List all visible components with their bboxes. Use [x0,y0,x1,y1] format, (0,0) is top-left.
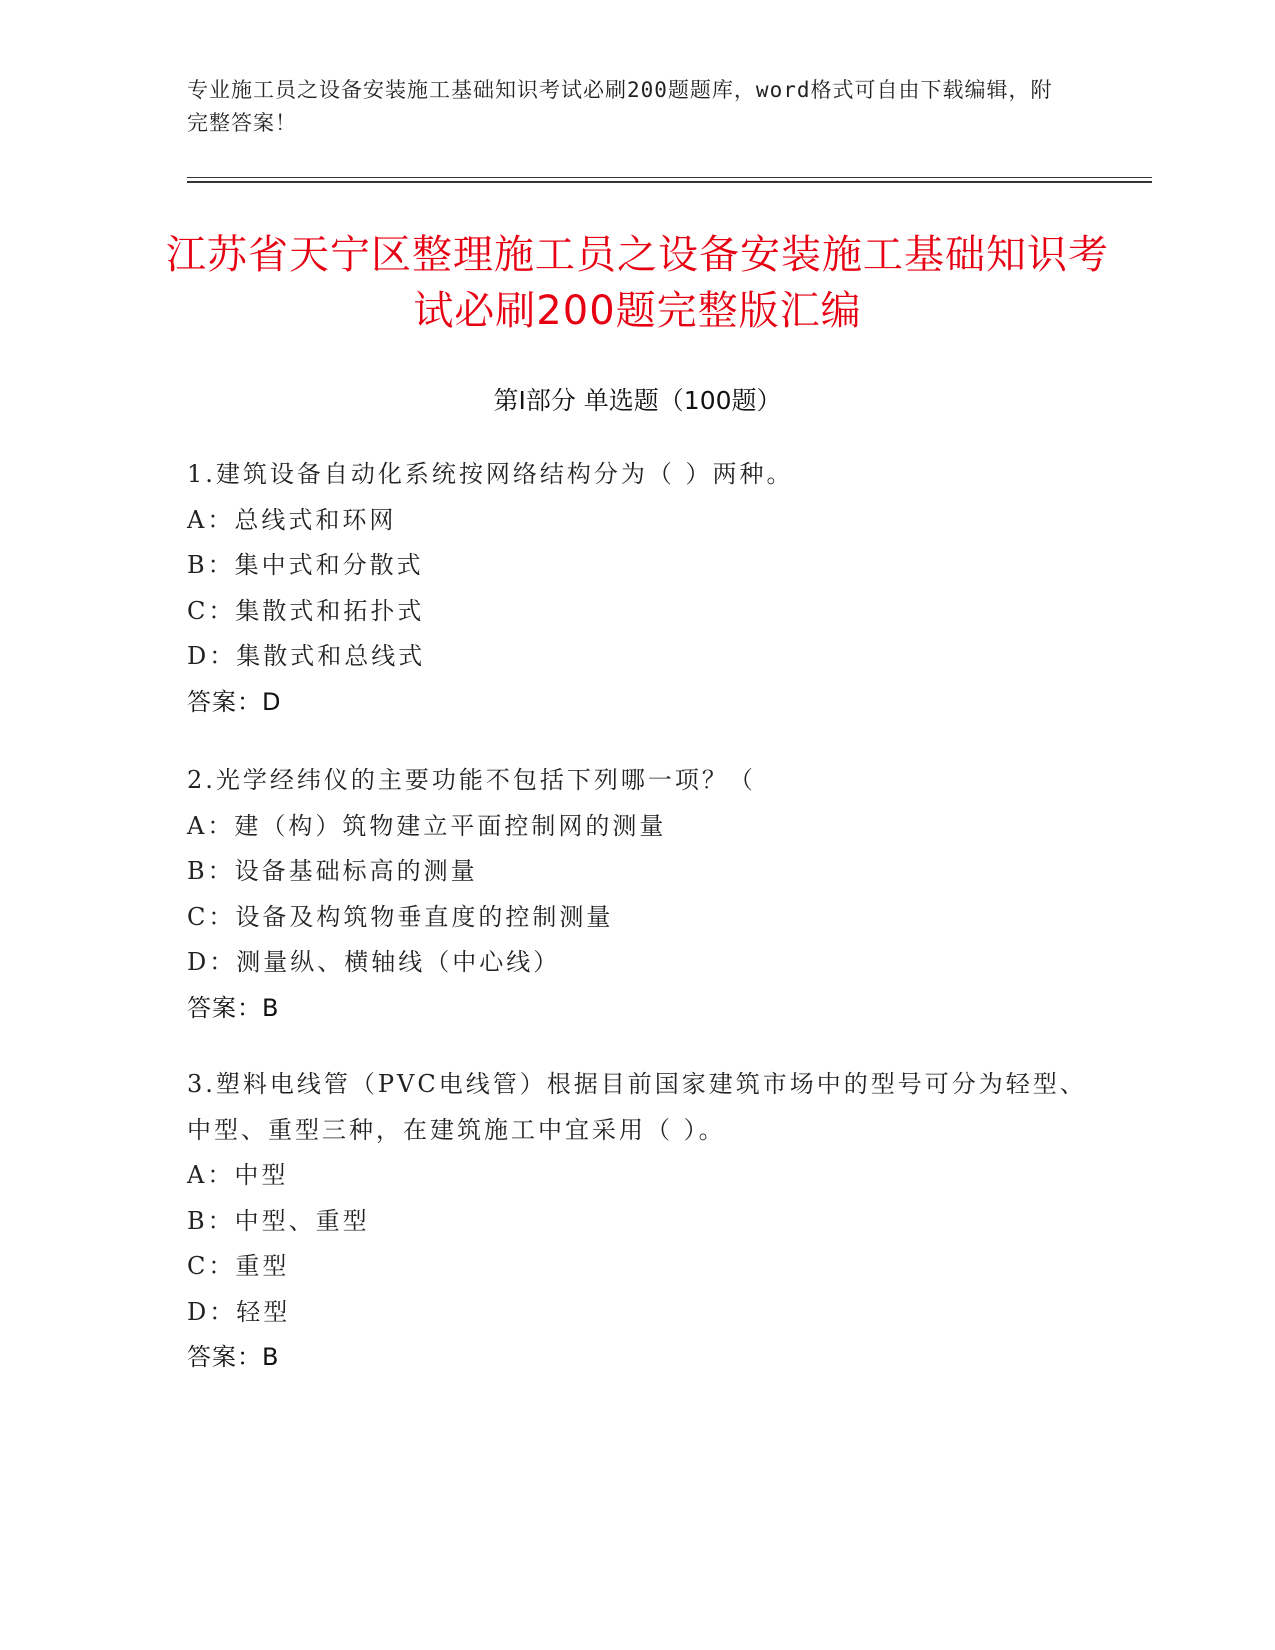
option-a: A：中型 [187,1161,289,1189]
question-3 [187,1062,1087,1381]
question-2 [187,758,1087,1031]
option-b: B：设备基础标高的测量 [187,857,478,885]
option-c: C：设备及构筑物垂直度的控制测量 [187,902,614,931]
question-text: 2.光学经纬仪的主要功能不包括下列哪一项？（ [187,766,756,794]
question-text: 3.塑料电线管（PVC电线管）根据目前国家建筑市场中的型号可分为轻型、中型、重型三种，在建筑施工中宜采用（ ）。 [187,1070,1087,1144]
question-text: 1.建筑设备自动化系统按网络结构分为（ ）两种。 [187,460,794,488]
option-d: D：测量纵、横轴线（中心线） [187,948,561,976]
option-b: B：集中式和分散式 [187,551,424,579]
answer: 答案：B [187,1343,280,1371]
option-d: D：轻型 [187,1297,291,1326]
option-a: A：总线式和环网 [187,505,397,534]
option-a: A：建（构）筑物建立平面控制网的测量 [187,811,667,840]
option-c: C：集散式和拓扑式 [187,596,425,625]
document-title: 江苏省天宁区整理施工员之设备安装施工基础知识考试必刷200题完整版汇编 [166,232,1109,334]
header-divider-thick [187,181,1152,183]
header-note: 专业施工员之设备安装施工基础知识考试必刷200题题库，word格式可自由下载编辑，附完整答案！ [187,78,1053,135]
question-1 [187,452,1087,725]
option-b: B：中型、重型 [187,1206,370,1235]
option-c: C：重型 [187,1252,290,1280]
section-title: 第Ⅰ部分 单选题（100题） [493,386,782,415]
option-d: D：集散式和总线式 [187,642,426,670]
answer: 答案：B [187,993,280,1022]
header-divider-thin [187,177,1152,178]
answer: 答案：D [187,687,282,716]
